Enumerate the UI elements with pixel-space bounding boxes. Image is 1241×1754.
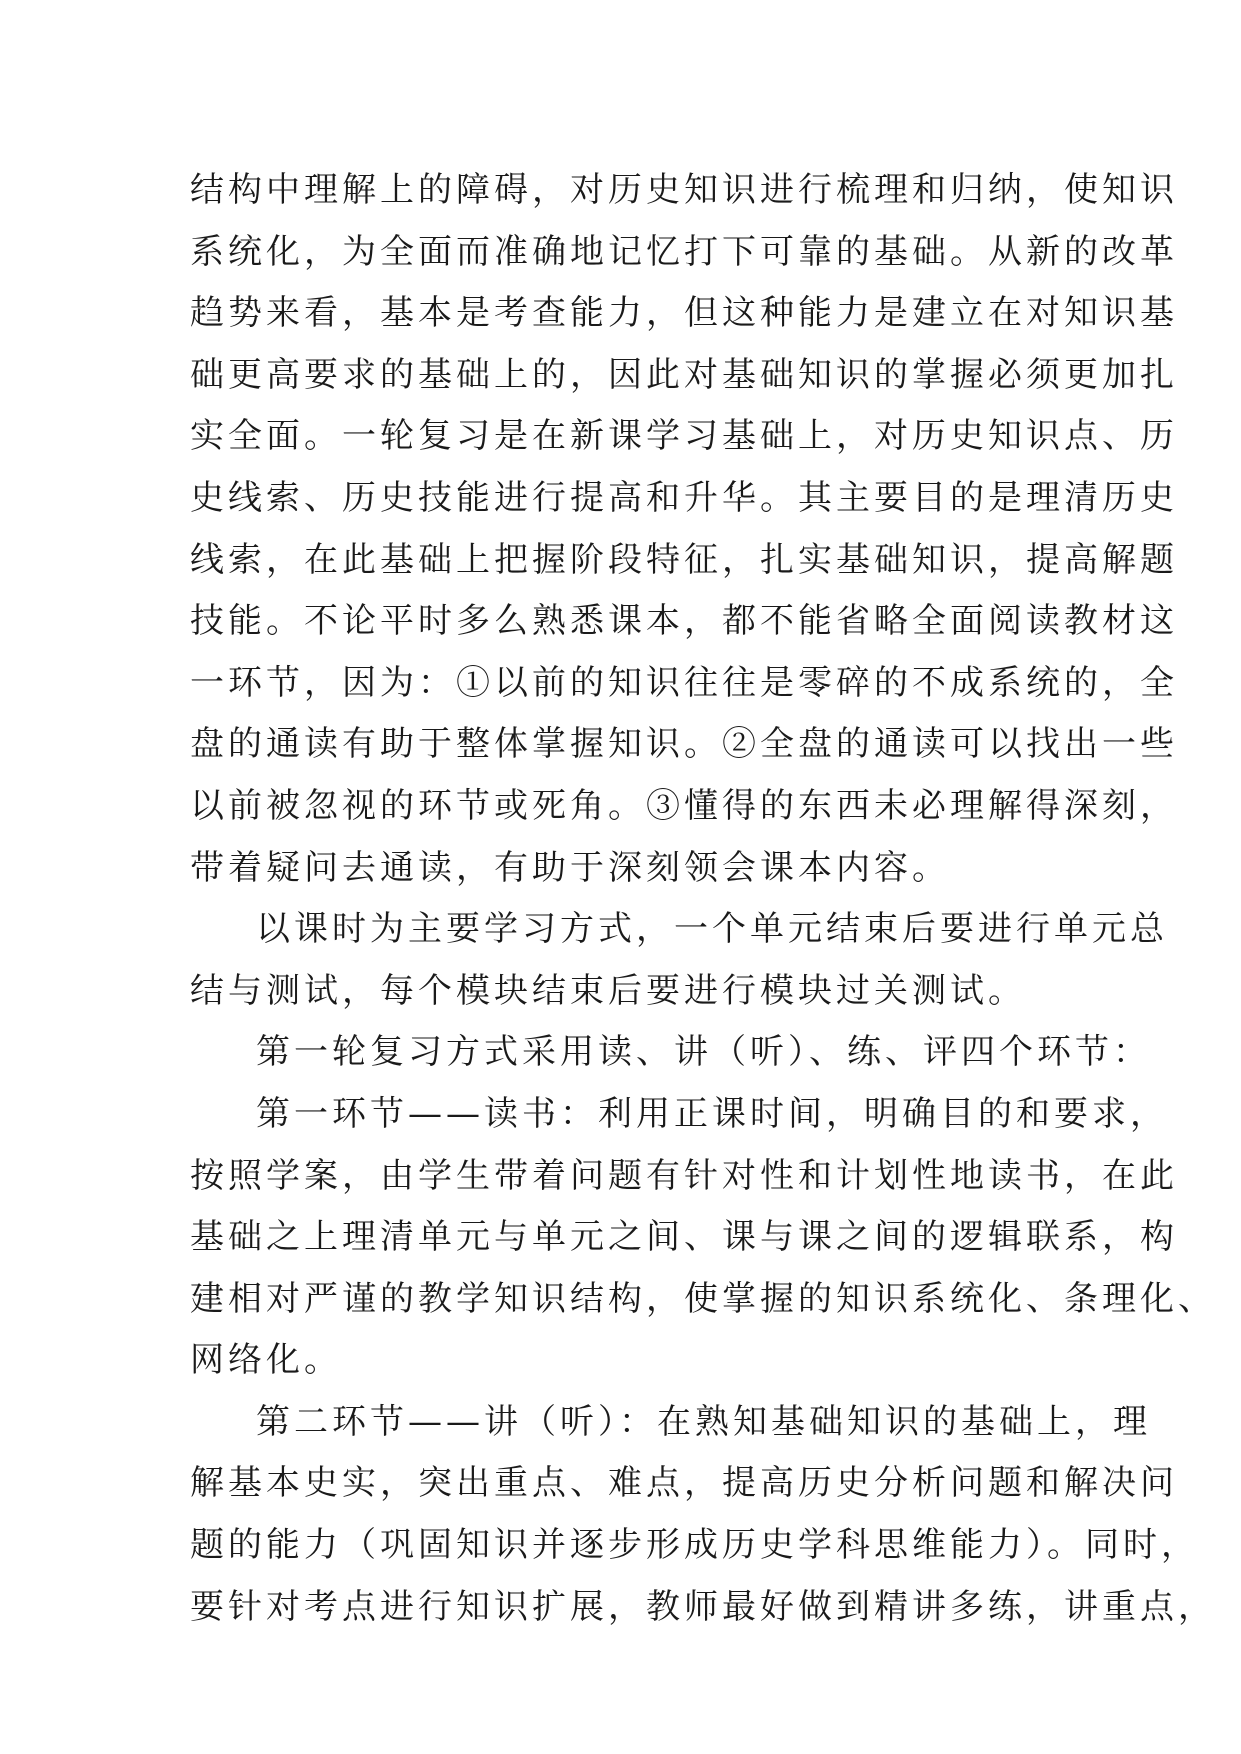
text-line: 网络化。	[190, 1340, 342, 1381]
text-line: 盘的通读有助于整体掌握知识。②全盘的通读可以找出一些	[190, 724, 1178, 765]
text-line: 基础之上理清单元与单元之间、课与课之间的逻辑联系，构	[190, 1217, 1178, 1258]
body-text	[190, 160, 1216, 1638]
paragraph-start-line: 第一轮复习方式采用读、讲（听）、练、评四个环节：	[256, 1032, 1151, 1073]
paragraph-start-line: 第一环节——读书：利用正课时间，明确目的和要求，	[256, 1093, 1168, 1134]
text-line: 一环节，因为：①以前的知识往往是零碎的不成系统的，全	[190, 662, 1178, 703]
text-line: 趋势来看，基本是考查能力，但这种能力是建立在对知识基	[190, 293, 1178, 334]
text-line: 题的能力（巩固知识并逐步形成历史学科思维能力）。同时，	[190, 1525, 1199, 1566]
text-line: 结构中理解上的障碍，对历史知识进行梳理和归纳，使知识	[190, 170, 1178, 210]
text-line: 线索，在此基础上把握阶段特征，扎实基础知识，提高解题	[190, 539, 1178, 580]
text-line: 史线索、历史技能进行提高和升华。其主要目的是理清历史	[190, 477, 1178, 518]
text-line: 建相对严谨的教学知识结构，使掌握的知识系统化、条理化、	[190, 1278, 1216, 1319]
text-line: 实全面。一轮复习是在新课学习基础上，对历史知识点、历	[190, 416, 1178, 457]
text-line: 结与测试，每个模块结束后要进行模块过关测试。	[190, 970, 1026, 1011]
paragraph-start-line: 第二环节——讲（听）：在熟知基础知识的基础上，理	[256, 1401, 1151, 1442]
paragraph-start-line: 以课时为主要学习方式，一个单元结束后要进行单元总	[256, 909, 1168, 950]
text-line: 要针对考点进行知识扩展，教师最好做到精讲多练，讲重点，	[190, 1586, 1216, 1627]
text-line: 础更高要求的基础上的，因此对基础知识的掌握必须更加扎	[190, 354, 1178, 395]
text-line: 解基本史实，突出重点、难点，提高历史分析问题和解决问	[190, 1463, 1178, 1504]
text-line: 以前被忽视的环节或死角。③懂得的东西未必理解得深刻，	[190, 785, 1178, 826]
text-line: 带着疑问去通读，有助于深刻领会课本内容。	[190, 847, 950, 888]
text-line: 技能。不论平时多么熟悉课本，都不能省略全面阅读教材这	[190, 601, 1178, 642]
text-line: 按照学案，由学生带着问题有针对性和计划性地读书，在此	[190, 1155, 1178, 1196]
text-line: 系统化，为全面而准确地记忆打下可靠的基础。从新的改革	[190, 231, 1178, 272]
